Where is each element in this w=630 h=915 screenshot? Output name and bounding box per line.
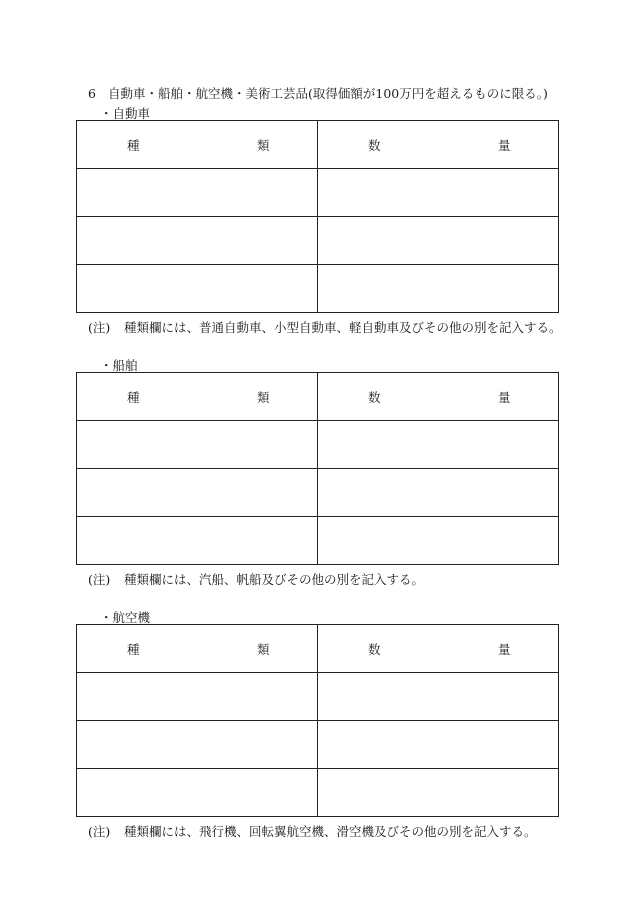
subsection-label-aircraft: ・航空機	[100, 610, 151, 625]
kind-cell[interactable]	[77, 421, 318, 469]
note-text: 種類欄には、汽船、帆船及びその他の別を記入する。	[124, 572, 425, 587]
quantity-header-char-2: 量	[498, 389, 511, 405]
quantity-header-char-2: 量	[498, 137, 511, 153]
ship-note	[88, 570, 424, 588]
quantity-header-char-1: 数	[368, 641, 381, 657]
section-heading	[88, 84, 548, 102]
kind-cell[interactable]	[77, 769, 318, 817]
note-text: 種類欄には、飛行機、回転翼航空機、滑空機及びその他の別を記入する。	[124, 824, 537, 839]
subsection-label-automobile: ・自動車	[100, 106, 151, 121]
table-row	[77, 517, 559, 565]
quantity-cell[interactable]	[318, 721, 559, 769]
subsection-label-ship: ・船舶	[100, 358, 138, 373]
kind-cell[interactable]	[77, 469, 318, 517]
kind-header-char-2: 類	[257, 389, 270, 405]
kind-header	[77, 373, 318, 421]
quantity-header	[318, 625, 559, 673]
quantity-cell[interactable]	[318, 517, 559, 565]
quantity-cell[interactable]	[318, 673, 559, 721]
section-title: 自動車・船舶・航空機・美術工芸品(取得価額が100万円を超えるものに限る。)	[108, 86, 548, 101]
quantity-cell[interactable]	[318, 169, 559, 217]
table-row	[77, 217, 559, 265]
table-row	[77, 769, 559, 817]
table-header-row	[77, 625, 559, 673]
quantity-header-char-2: 量	[498, 641, 511, 657]
kind-header	[77, 625, 318, 673]
kind-header-char-2: 類	[257, 137, 270, 153]
table-row	[77, 265, 559, 313]
note-label: (注)	[88, 824, 111, 839]
quantity-header	[318, 121, 559, 169]
automobile-table	[76, 120, 559, 313]
note-text: 種類欄には、普通自動車、小型自動車、軽自動車及びその他の別を記入する。	[124, 320, 562, 335]
quantity-header-char-1: 数	[368, 137, 381, 153]
kind-cell[interactable]	[77, 721, 318, 769]
ship-table	[76, 372, 559, 565]
note-label: (注)	[88, 572, 111, 587]
kind-cell[interactable]	[77, 517, 318, 565]
table-row	[77, 421, 559, 469]
note-label: (注)	[88, 320, 111, 335]
table-row	[77, 673, 559, 721]
automobile-note	[88, 318, 562, 336]
table-row	[77, 169, 559, 217]
quantity-cell[interactable]	[318, 469, 559, 517]
kind-cell[interactable]	[77, 265, 318, 313]
quantity-cell[interactable]	[318, 217, 559, 265]
kind-header-char-1: 種	[127, 389, 140, 405]
quantity-cell[interactable]	[318, 769, 559, 817]
kind-cell[interactable]	[77, 217, 318, 265]
kind-header	[77, 121, 318, 169]
kind-cell[interactable]	[77, 673, 318, 721]
kind-header-char-1: 種	[127, 641, 140, 657]
table-row	[77, 469, 559, 517]
quantity-cell[interactable]	[318, 421, 559, 469]
quantity-header	[318, 373, 559, 421]
table-header-row	[77, 373, 559, 421]
aircraft-note	[88, 822, 537, 840]
section-number: 6	[88, 86, 96, 101]
kind-header-char-1: 種	[127, 137, 140, 153]
table-header-row	[77, 121, 559, 169]
kind-cell[interactable]	[77, 169, 318, 217]
aircraft-table	[76, 624, 559, 817]
quantity-header-char-1: 数	[368, 389, 381, 405]
kind-header-char-2: 類	[257, 641, 270, 657]
quantity-cell[interactable]	[318, 265, 559, 313]
table-row	[77, 721, 559, 769]
